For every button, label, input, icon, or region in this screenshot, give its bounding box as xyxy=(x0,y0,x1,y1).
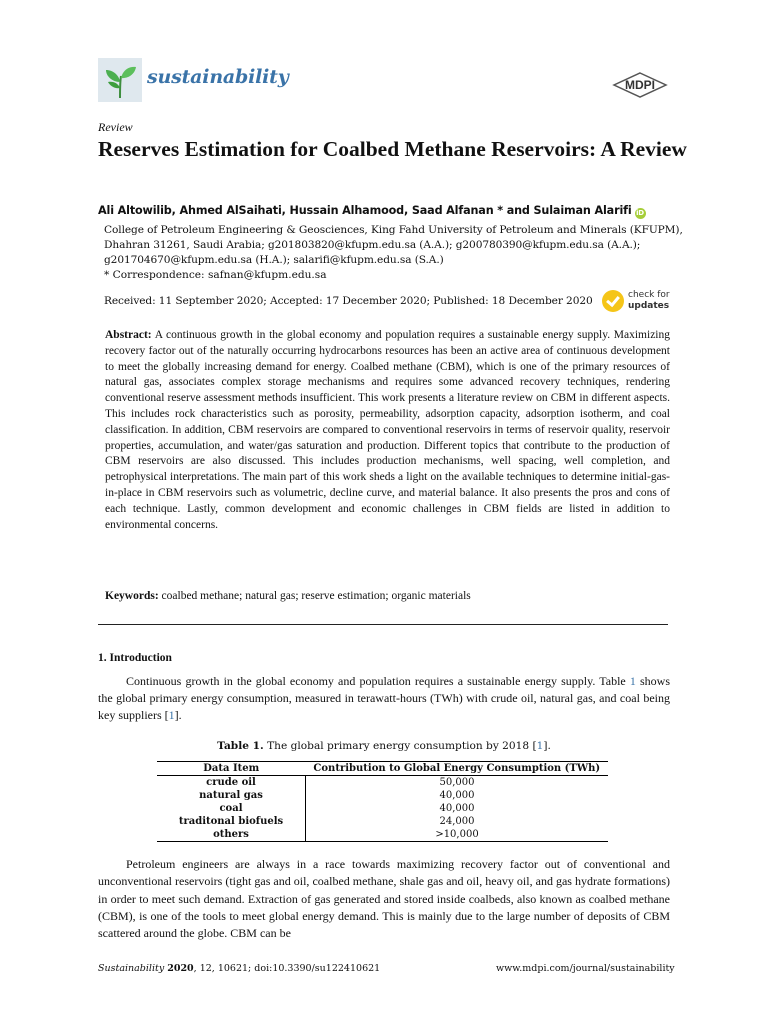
footer-citation xyxy=(98,963,380,974)
table-cell-item: natural gas xyxy=(157,789,306,802)
abstract xyxy=(105,328,670,533)
paragraph-text: Continuous growth in the global economy and population requires a sustainable energy supply. Table xyxy=(126,674,630,688)
mdpi-logo-text: MDPI xyxy=(625,78,655,92)
footer-doi: , 12, 10621; doi:10.3390/su122410621 xyxy=(193,963,381,974)
check-updates-icon xyxy=(602,290,624,312)
table-row xyxy=(157,776,608,790)
correspondence: * Correspondence: safnan@kfupm.edu.sa xyxy=(104,269,327,281)
body-paragraph: Petroleum engineers are always in a race towards maximizing recovery factor out of conventional and unconventional reservoirs (tight gas and oil, coalbed methane, shale gas and oil, heavy oil, and gas hydrate formations) in order to meet such demand. Extraction of gas generated and stored inside coalbeds, also known as coalbed methane (CBM), is one of the tools to meet global energy demand. This is mainly due to the large number of deposits of CBM scattered around the globe. CBM can be xyxy=(98,857,670,941)
table-header-row xyxy=(157,762,608,776)
citation-link[interactable]: 1 xyxy=(168,708,175,722)
table-caption-label: Table 1. xyxy=(217,740,264,752)
section-divider xyxy=(98,624,668,625)
table-cell-value: 40,000 xyxy=(439,790,475,801)
table-caption-text: ]. xyxy=(543,740,551,752)
affiliation xyxy=(104,223,684,268)
table-header-cell: Data Item xyxy=(157,762,306,776)
affiliation-line: Dhahran 31261, Saudi Arabia; g201803820@kfupm.edu.sa (A.A.); g200780390@kfupm.edu.sa (A.A.); xyxy=(104,239,641,251)
author-list xyxy=(98,204,646,219)
table-cell-value: 40,000 xyxy=(439,803,475,814)
mdpi-logo xyxy=(612,72,668,98)
table-header-cell: Contribution to Global Energy Consumption (TWh) xyxy=(306,762,609,776)
affiliation-line: g201704670@kfupm.edu.sa (H.A.); salarifi@kfupm.edu.sa (S.A.) xyxy=(104,254,444,266)
citation-link[interactable]: 1 xyxy=(536,740,544,752)
table-row xyxy=(157,802,608,815)
keywords xyxy=(105,590,471,602)
abstract-text: A continuous growth in the global economy and population requires a sustainable energy supply. Maximizing recovery factor out of the naturally occurring hydrocarbons resources has been an active area of continuous development to meet the globally increasing demand for energy. Coalbed methane (CBM), which is one of the primary resources of natural gas, associates complex storage mechanisms and requires some advanced recovery techniques, rendering conventional reserve assessment methods insufficient. This work presents a literature review on CBM in different aspects. This includes rock characteristics such as porosity, permeability, adsorption capacity, adsorption isotherm, and coal classification. In addition, CBM reservoirs are compared to conventional reservoirs in terms of reservoir quality, reservoir properties, accumulation, and water/gas saturation and production. Different topics that contribute to the production of CBM reservoirs are also discussed. This includes production mechanisms, well spacing, well completion, and petrophysical interpretations. The main part of this work sheds a light on the available techniques to determine initial-gas-in-place in CBM reservoirs such as volumetric, decline curve, and material balance. It also presents the pros and cons of each technique. Lastly, common development and economic challenges in CBM fields are listed in addition to environmental concerns. xyxy=(105,329,670,531)
table-row xyxy=(157,789,608,802)
energy-consumption-table xyxy=(157,761,608,842)
table-cell-value: 50,000 xyxy=(439,777,475,788)
paragraph-text: shows the global primary energy consumption, measured in terawatt-hours (TWh) with crude oil, natural gas, and coal being key suppliers [ xyxy=(98,674,670,722)
table-cell-item: crude oil xyxy=(157,776,306,790)
table-cell-item: coal xyxy=(157,802,306,815)
check-updates-label: check for xyxy=(628,290,670,300)
keywords-text: coalbed methane; natural gas; reserve estimation; organic materials xyxy=(161,590,471,602)
table-cell-item: traditonal biofuels xyxy=(157,815,306,828)
table-caption-text: The global primary energy consumption by 2018 [ xyxy=(263,740,537,752)
keywords-label: Keywords: xyxy=(105,590,159,602)
table-caption xyxy=(98,740,670,752)
article-title: Reserves Estimation for Coalbed Methane Reservoirs: A Review xyxy=(98,137,687,161)
abstract-label: Abstract: xyxy=(105,329,152,341)
journal-name: sustainability xyxy=(147,66,289,88)
article-type: Review xyxy=(98,120,133,134)
footer-year: 2020 xyxy=(167,963,194,974)
authors-text: Ali Altowilib, Ahmed AlSaihati, Hussain Alhamood, Saad Alfanan * and Sulaiman Alarifi xyxy=(98,204,632,217)
intro-paragraph xyxy=(98,673,670,724)
journal-logo-icon xyxy=(98,58,142,102)
table-row xyxy=(157,815,608,828)
paragraph-text: ]. xyxy=(174,708,182,722)
check-updates-label-bold: updates xyxy=(628,301,670,311)
footer-journal: Sustainability xyxy=(98,963,165,974)
footer-url-link[interactable]: www.mdpi.com/journal/sustainability xyxy=(496,963,675,974)
table-reference-link[interactable]: 1 xyxy=(629,674,636,688)
table-cell-item: others xyxy=(157,828,306,842)
table-cell-value: 24,000 xyxy=(439,816,475,827)
orcid-icon[interactable]: iD xyxy=(636,209,644,217)
check-for-updates-button[interactable] xyxy=(602,290,672,314)
affiliation-line: College of Petroleum Engineering & Geosciences, King Fahd University of Petroleum and Minerals (KFUPM), xyxy=(104,224,683,236)
publication-dates: Received: 11 September 2020; Accepted: 17 December 2020; Published: 18 December 2020 xyxy=(104,295,593,307)
table-row xyxy=(157,828,608,842)
section-heading: 1. Introduction xyxy=(98,652,172,664)
table-cell-value: >10,000 xyxy=(306,828,609,842)
